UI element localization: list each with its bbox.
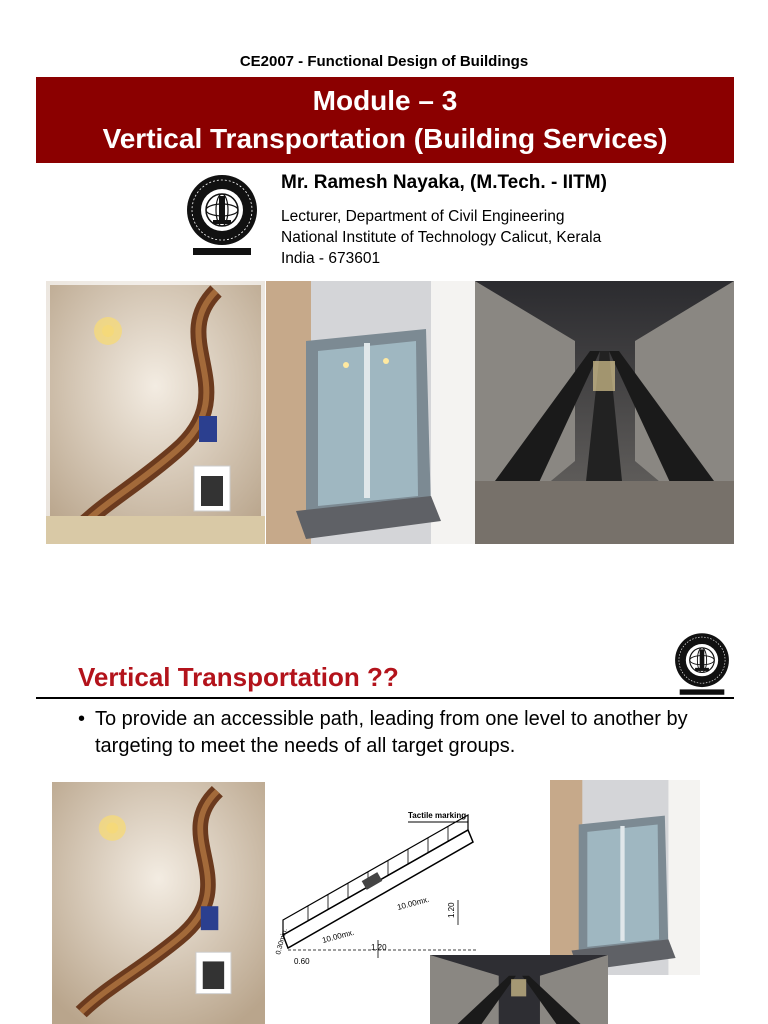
bullet-icon: • — [78, 708, 86, 730]
dim-width-2: 1.20 — [447, 902, 456, 918]
affiliation-line-1: Lecturer, Department of Civil Engineering — [281, 208, 565, 225]
author-name: Mr. Ramesh Nayaka, (M.Tech. - IITM) — [281, 172, 607, 193]
dim-length-2: 10.00mx. — [396, 894, 431, 912]
dim-min: 0.30min. — [275, 927, 289, 956]
title-divider — [36, 697, 734, 699]
title-banner — [36, 77, 734, 163]
affiliation-line-2: National Institute of Technology Calicut, Kerala — [281, 229, 602, 246]
ramp-diagram — [268, 800, 490, 970]
staircase-photo-2 — [52, 782, 265, 1024]
bullet-text: To provide an accessible path, leading from one level to another by targeting to meet the needs of all target groups. — [95, 708, 688, 757]
nitc-logo — [183, 172, 261, 258]
section-title: Vertical Transportation ?? — [78, 662, 399, 692]
module-title: Module – 3 — [312, 85, 458, 116]
nitc-logo-small — [672, 630, 732, 698]
elevator-photo-2 — [550, 780, 700, 975]
course-title: CE2007 - Functional Design of Buildings — [239, 53, 529, 70]
dim-width-1: 1.20 — [371, 943, 387, 952]
elevator-photo — [266, 281, 475, 544]
dim-length-1: 10.00mx. — [321, 927, 356, 945]
escalator-photo-2 — [430, 955, 608, 1024]
dim-landing: 0.60 — [294, 957, 310, 966]
staircase-photo — [46, 281, 265, 544]
affiliation-line-3: India - 673601 — [281, 250, 381, 267]
presentation-title: Vertical Transportation (Building Services) — [102, 123, 668, 154]
tactile-label: Tactile marking — [408, 811, 467, 820]
escalator-photo — [475, 281, 734, 544]
